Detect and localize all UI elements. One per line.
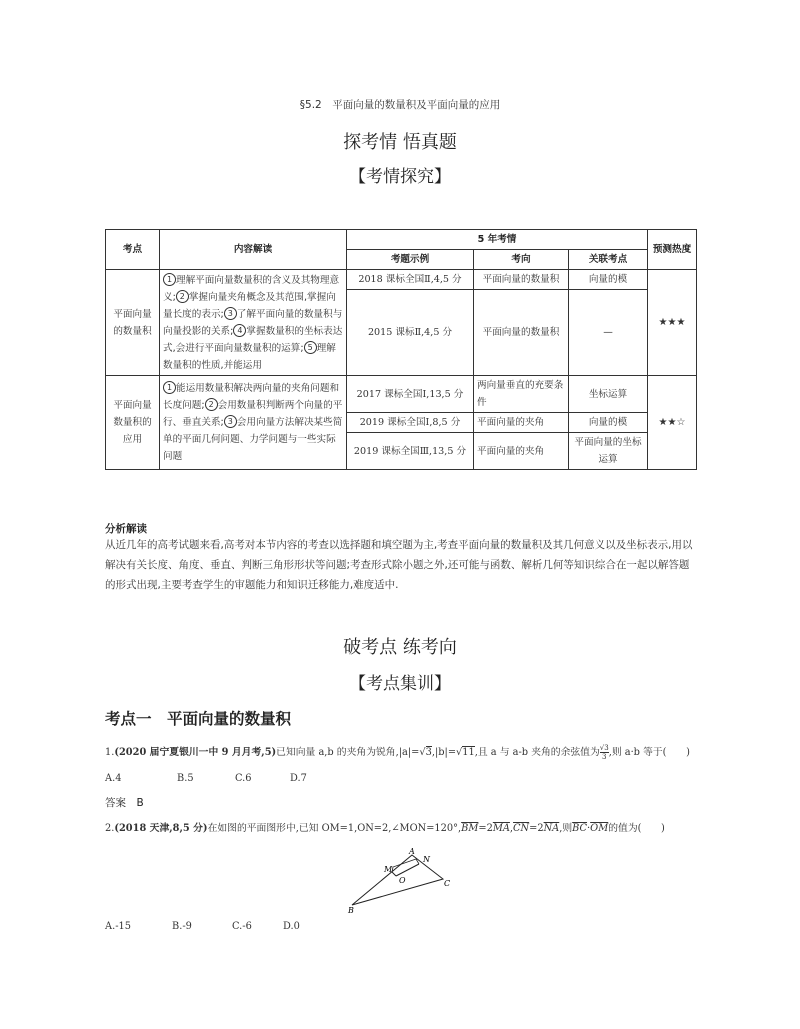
header-redu: 预测热度 [648,230,697,270]
label-o: O [399,876,406,885]
row2-item3: 会用向量方法解决某些简单的平面几何问题、力学问题与一些实际问题 [163,417,343,462]
circle-4: 4 [233,324,246,337]
question-2 [105,820,665,834]
q1-text-b: ,|b|= [431,747,457,758]
q2-eq2: =2 [529,823,544,834]
label-m: M [384,865,393,874]
q2-option-b: B.-9 [172,921,192,932]
q2-text-a: 在如图的平面图形中,已知 OM=1,ON=2,∠MON=120°, [207,823,462,834]
row1-kaoxiang2: 平面向量的数量积 [474,290,569,376]
header-five-year: 5 年考情 [347,230,648,250]
q2-text-b: ,则 [559,823,573,834]
q2-option-c: C.-6 [232,921,252,932]
row1-guanlian2: — [569,290,648,376]
label-c: C [444,879,451,888]
q2-vec-bm: $\overline{BM}$ [461,823,479,834]
row1-item3: 了解平面向量的数量积与向量投影的关系; [163,308,343,337]
analysis-text: 从近几年的高考试题来看,高考对本节内容的考查以选择题和填空题为主,考查平面向量的数量积及其几何意义以及坐标表示,用以解决有关长度、角度、垂直、判断三角形形状等问题;考查形式除小题之外,还可能与函数、解析几何等知识综合在一起以解答题的形式出现,主要考查学生的审题能力和知识迁移能力,难度适中. [105,539,693,591]
geometry-figure [340,845,470,915]
label-b: B [348,906,354,915]
row1-kaoxiang1: 平面向量的数量积 [474,270,569,290]
row1-item4: 掌握数量积的坐标表达式,会进行平面向量数量积的运算; [163,325,343,354]
circle-3: 3 [224,307,237,320]
header-neirong: 内容解读 [160,230,347,270]
row2-example3: 2019 课标全国Ⅲ,13,5 分 [347,433,474,470]
q1-frac-num: √3 [599,744,609,752]
q2-comma: , [509,823,514,834]
row1-guanlian1: 向量的模 [569,270,648,290]
row2-kaoxiang2: 平面向量的夹角 [474,413,569,433]
header-kaoxiang: 考向 [474,250,569,270]
exam-analysis-table [105,229,697,470]
row2-kaoxiang1: 两向量垂直的充要条件 [474,376,569,413]
label-n: N [423,855,430,864]
circle-1: 1 [163,381,176,394]
circle-2: 2 [205,398,218,411]
q2-option-d: D.0 [283,921,300,932]
header-kaodian: 考点 [106,230,160,270]
q1-text-d: ,则 a·b 等于( ) [608,747,690,758]
q1-root1: 3 [425,747,432,758]
section2-subtitle: 【考点集训】 [349,674,451,694]
row1-example1: 2018 课标全国Ⅱ,4,5 分 [347,270,474,290]
q1-root2: 11 [462,747,475,758]
row2-item1: 能运用数量积解决两向量的夹角问题和长度问题; [163,383,340,411]
q2-vec-cn: $\overline{CN}$ [513,823,530,834]
question-1: 1.(2020 届宁夏银川一中 9 月月考,5)已知向量 a,b 的夹角为锐角,|a|=√3,|b|=√11,且 a 与 a-b 夹角的余弦值为 $\frac{√3}{3}$ ,则 a·b 等于( ) [105,744,690,761]
row1-kaodian: 平面向量的数量积 [106,270,160,376]
q1-number: 1. [105,747,115,758]
row2-example1: 2017 课标全国Ⅰ,13,5 分 [347,376,474,413]
row2-guanlian2: 向量的模 [569,413,648,433]
q2-vec-om: $\overline{OM}$ [590,823,609,834]
topic-heading: 考点一 平面向量的数量积 [105,710,292,728]
row1-item2: 掌握向量夹角概念及其范围,掌握向量长度的表示; [163,291,336,320]
row1-item1: 理解平面向量数量积的含义及其物理意义; [163,274,340,303]
row2-example2: 2019 课标全国Ⅰ,8,5 分 [347,413,474,433]
q2-text-c: 的值为( ) [608,823,665,834]
header-shili: 考题示例 [347,250,474,270]
page-title: 探考情 悟真题 [343,132,457,153]
row2-content [160,376,347,470]
q2-number: 2. [105,823,115,834]
circle-3: 3 [224,415,237,428]
q2-source: (2018 天津,8,5 分) [114,823,208,834]
q1-option-c: C.6 [235,773,252,784]
row1-item5: 理解数量积的性质,并能运用 [163,342,336,371]
section-heading: §5.2 平面向量的数量积及平面向量的应用 [299,99,501,111]
circle-1: 1 [163,273,176,286]
q2-vec-na: $\overline{NA}$ [543,823,560,834]
circle-2: 2 [176,290,189,303]
q2-dot: · [587,823,591,834]
section2-title: 破考点 练考向 [343,637,457,658]
q1-answer: 答案 B [105,797,144,809]
q1-frac-den: 3 [602,753,607,761]
q2-option-a: A.-15 [105,921,131,932]
q1-option-b: B.5 [177,773,194,784]
page-subtitle: 【考情探究】 [349,167,451,187]
row1-example2: 2015 课标Ⅱ,4,5 分 [347,290,474,376]
q2-vec-bc: $\overline{BC}$ [572,823,588,834]
circle-5: 5 [304,341,317,354]
q1-text-c: ,且 a 与 a-b 夹角的余弦值为 [474,747,600,758]
q1-fraction [600,744,609,761]
q1-option-a: A.4 [105,773,122,784]
q1-option-d: D.7 [290,773,307,784]
analysis-title: 分析解读 [105,523,147,535]
row2-kaodian: 平面向量数量积的应用 [106,376,160,470]
row2-kaoxiang3: 平面向量的夹角 [474,433,569,470]
row2-guanlian3: 平面向量的坐标运算 [569,433,648,470]
row2-guanlian1: 坐标运算 [569,376,648,413]
q1-text-a: 已知向量 a,b 的夹角为锐角,|a|= [276,747,420,758]
q2-vec-ma: $\overline{MA}$ [492,823,510,834]
row2-item2: 会用数量积判断两个向量的平行、垂直关系; [163,400,343,428]
row1-redu: ★★★ [648,270,697,376]
q2-eq1: =2 [478,823,493,834]
segment-mo [392,872,396,876]
q1-source: (2020 届宁夏银川一中 9 月月考,5) [114,747,277,758]
row1-content [160,270,347,376]
row2-redu: ★★☆ [648,376,697,470]
header-guanlian: 关联考点 [569,250,648,270]
label-a: A [409,847,415,856]
